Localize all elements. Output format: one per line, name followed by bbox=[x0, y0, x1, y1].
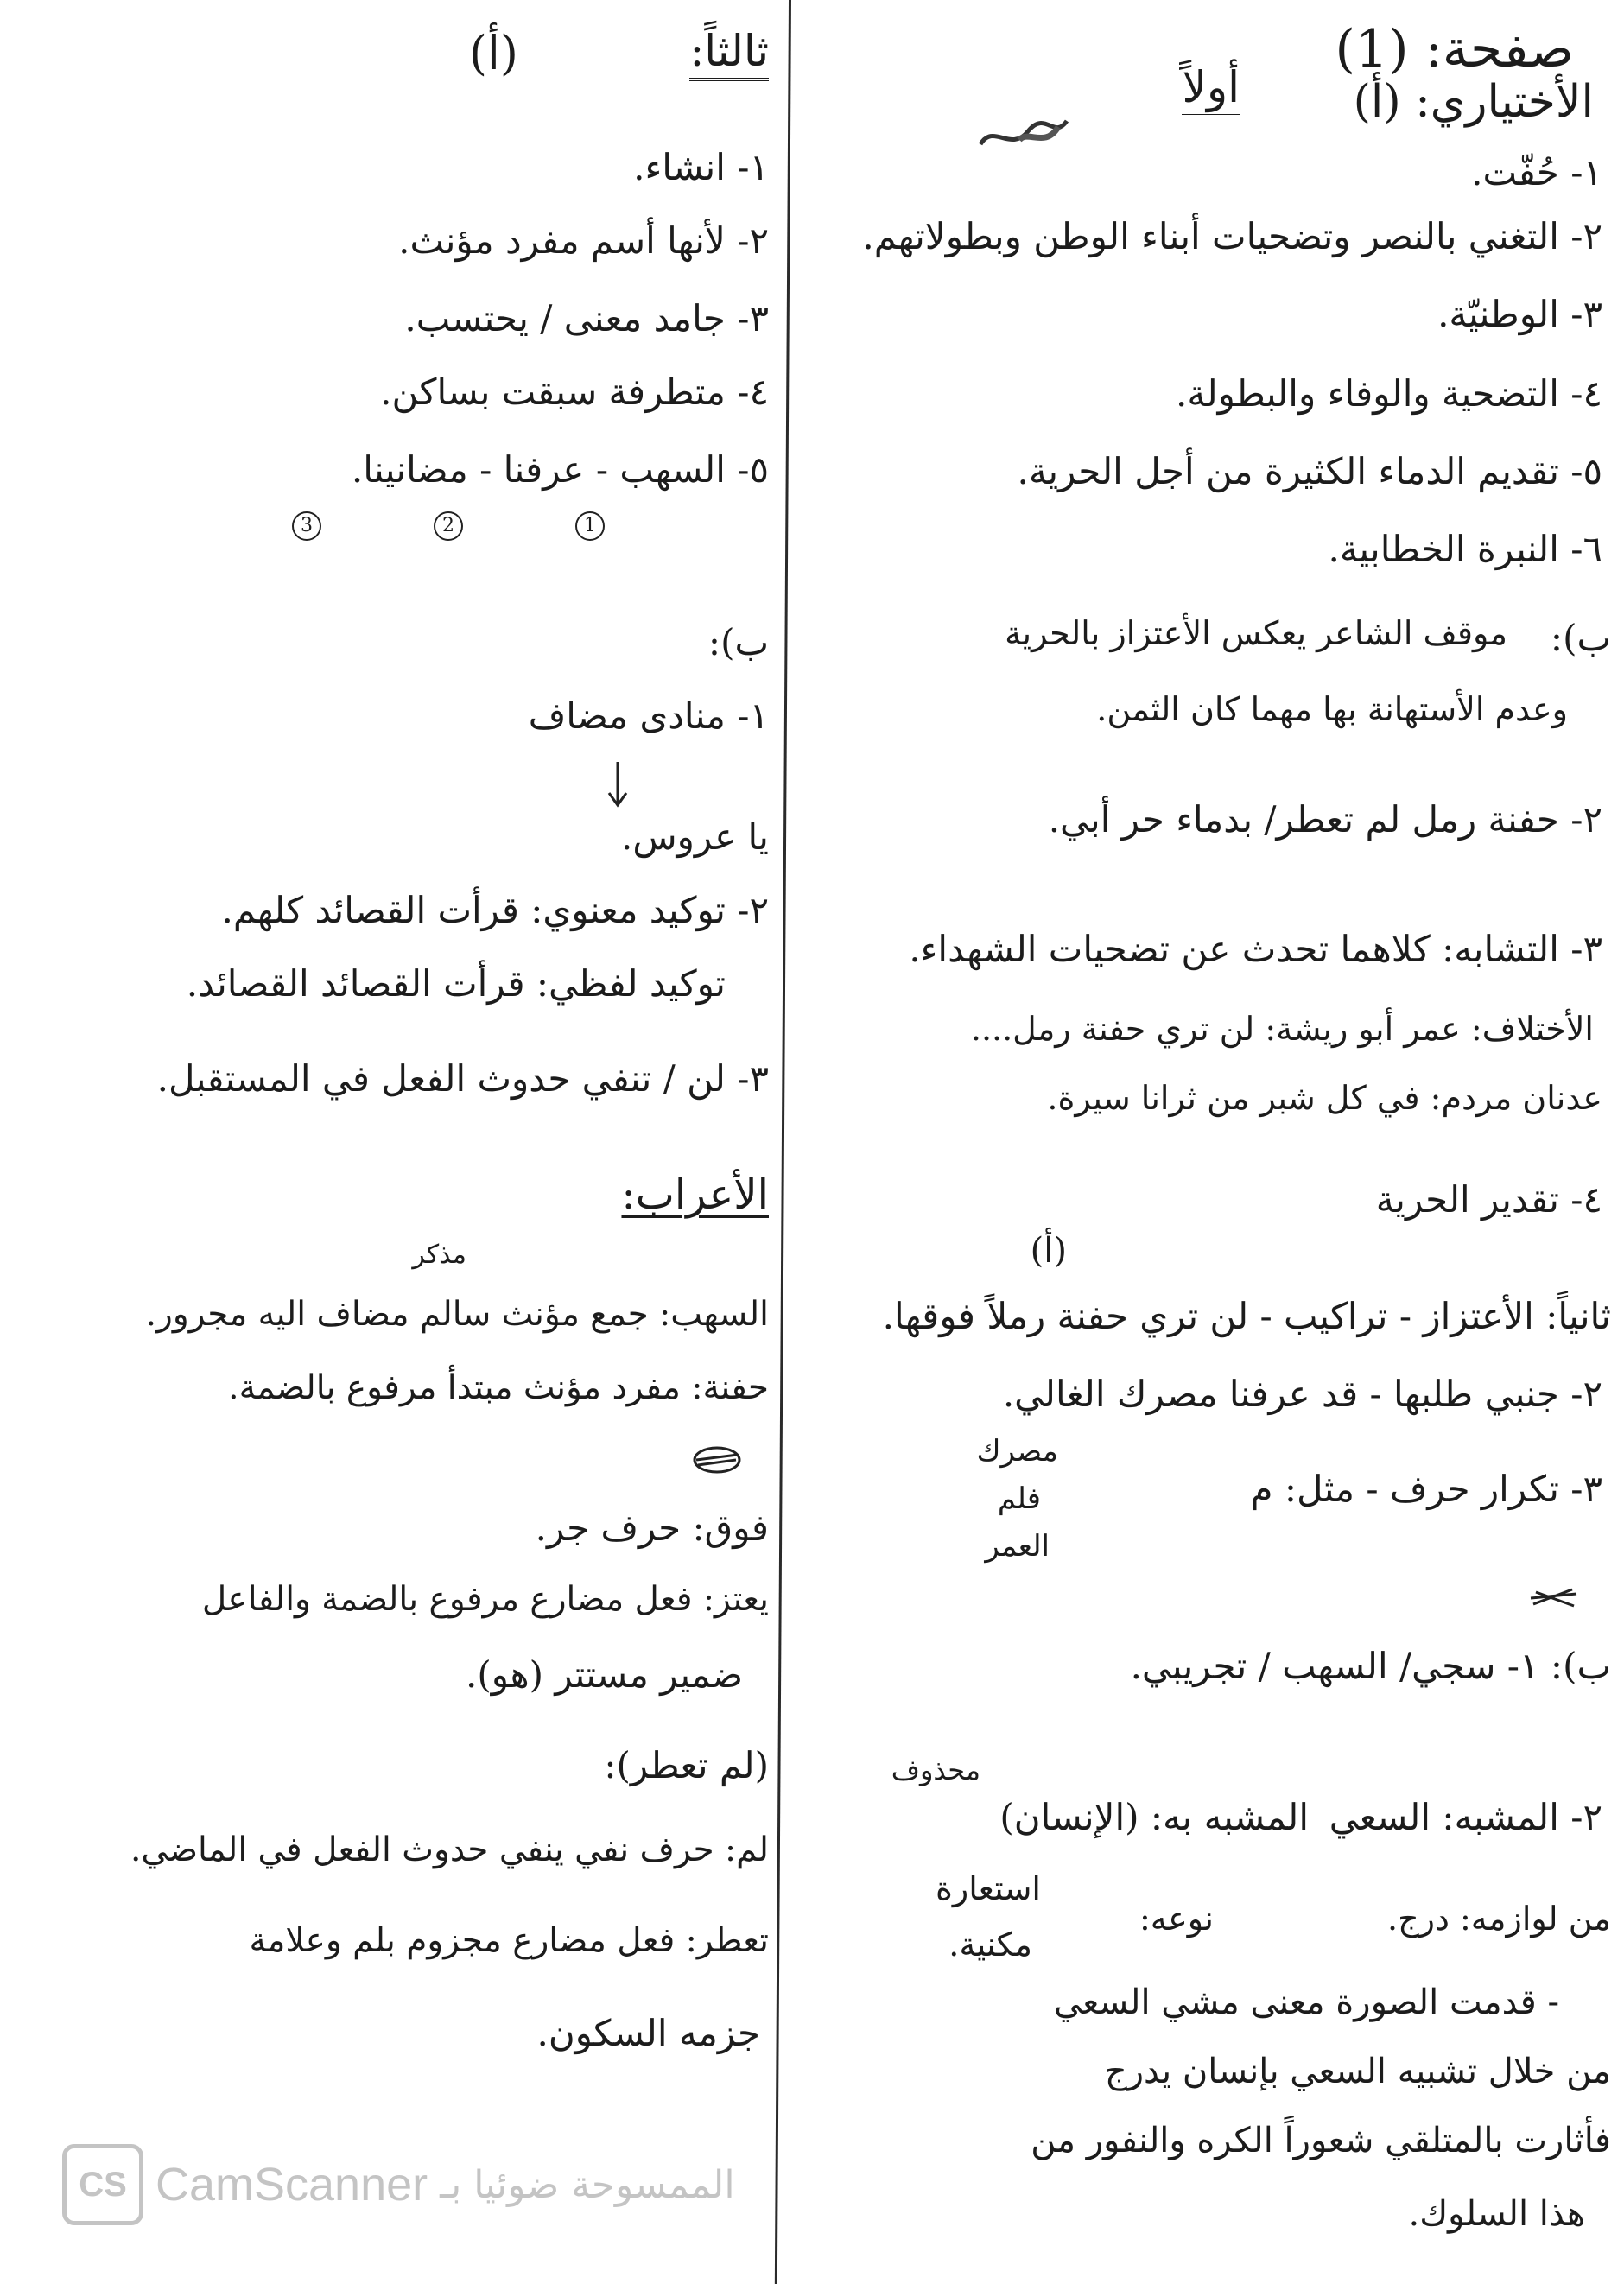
thaniyan-b-item-2-b: المشبه به: (الإنسان) bbox=[999, 1796, 1309, 1838]
thaniyan-b-item-1: ب): ١- سجي/ السهب / تجريبي. bbox=[1130, 1645, 1611, 1687]
irab-item-4: يعتز: فعل مضارع مرفوع بالضمة والفاعل bbox=[201, 1580, 769, 1619]
scribble-mark-2 bbox=[1529, 1585, 1581, 1611]
circled-number-3: 3 bbox=[292, 511, 321, 541]
circled-number-1: 1 bbox=[575, 511, 605, 541]
irab-item-6: (لم تعطر): bbox=[604, 1744, 769, 1786]
section-a-title: أولاً bbox=[1182, 62, 1240, 117]
thaniyan-example-3: العمر bbox=[985, 1529, 1050, 1564]
left-a-item-2: ٢- لأنها أسم مفرد مؤنث. bbox=[398, 219, 769, 262]
scribble-mark bbox=[976, 114, 1071, 157]
column-divider bbox=[775, 0, 791, 2284]
thaniyan-b-item-7: هذا السلوك. bbox=[1408, 2194, 1585, 2234]
down-arrow-icon bbox=[605, 760, 631, 812]
camscanner-arabic: الممسوحة ضوئيا بـ bbox=[440, 2162, 735, 2207]
right-b-item-3-diff: الأختلاف: عمر أبو ريشة: لن تري حفنة رمل.... bbox=[970, 1010, 1594, 1048]
thaniyan-b-item-4: - قدمت الصورة معنى مشي السعي bbox=[1053, 1983, 1559, 2022]
thaniyan-b-item-2: ٢- المشبه: السعي bbox=[1329, 1796, 1602, 1838]
section-a-heading: الأختياري: (أ) bbox=[1353, 76, 1594, 128]
left-b-item-3: ٣- لن / تنفي حدوث الفعل في المستقبل. bbox=[156, 1057, 769, 1100]
right-a-item-1: ١- حُفّت. bbox=[1471, 151, 1602, 194]
camscanner-logo: CS bbox=[62, 2144, 143, 2225]
right-b-item-2: ٢- حفنة رمل لم تعطر/ بدماء حر أبي. bbox=[1048, 798, 1602, 841]
circled-numbers bbox=[292, 511, 605, 541]
irab-heading: الأعراب: bbox=[621, 1171, 769, 1219]
thaniyan-b-type-2: مكنية. bbox=[948, 1926, 1032, 1964]
irab-item-5: ضمير مستتر (هو). bbox=[466, 1653, 743, 1696]
left-a-item-1: ١- انشاء. bbox=[633, 146, 769, 188]
right-b-item-3-diff-b: عدنان مردم: في كل شبر من ثرانا سيرة. bbox=[1047, 1079, 1602, 1117]
left-b-item-1: ١- منادى مضاف bbox=[528, 695, 769, 737]
right-a-item-4: ٤- التضحية والوفاء والبطولة. bbox=[1176, 372, 1602, 415]
irab-item-8: تعطر: فعل مضارع مجزوم بلم وعلامة bbox=[249, 1921, 769, 1960]
right-b-label: ب): bbox=[1550, 617, 1611, 659]
thaniyan-b-type-1: استعارة bbox=[935, 1869, 1041, 1907]
irab-note: مذكر bbox=[412, 1240, 466, 1270]
left-section-heading: ثالثاً: bbox=[689, 26, 769, 81]
right-b-item-4: ٤- تقدير الحرية bbox=[1375, 1178, 1602, 1221]
irab-item-9: جزمه السكون. bbox=[536, 2012, 760, 2054]
irab-item-1: السهب: جمع مؤنث سالم مضاف اليه مجرور. bbox=[145, 1295, 769, 1334]
scribble-mark-3 bbox=[691, 1443, 743, 1477]
camscanner-watermark bbox=[62, 2144, 735, 2225]
right-a-item-2: ٢- التغني بالنصر وتضحيات أبناء الوطن وبطولاتهم. bbox=[862, 215, 1602, 257]
left-b-item-1-b: يا عروس. bbox=[621, 815, 769, 858]
thaniyan-item-1: ثانياً: الأعتزاز - تراكيب - لن تري حفنة رملاً فوقها. bbox=[882, 1295, 1611, 1337]
right-a-item-5: ٥- تقديم الدماء الكثيرة من أجل الحرية. bbox=[1017, 450, 1602, 492]
thaniyan-b-item-3: من لوازمه: درج. bbox=[1387, 1900, 1611, 1938]
right-b-item-1a: موقف الشاعر يعكس الأعتزاز بالحرية bbox=[1005, 614, 1507, 652]
irab-item-2: حفنة: مفرد مؤنث مبتدأ مرفوع بالضمة. bbox=[228, 1368, 769, 1407]
thaniyan-b-type-label: نوعه: bbox=[1139, 1900, 1214, 1938]
left-a-item-4: ٤- متطرفة سبقت بساكن. bbox=[380, 371, 769, 413]
left-a-item-5: ٥- السهب - عرفنا - مضانينا. bbox=[351, 448, 769, 491]
irab-item-3: فوق: حرف جر. bbox=[535, 1507, 769, 1549]
thaniyan-item-2: ٢- جنبي طلبها - قد عرفنا مصرك الغالي. bbox=[1002, 1373, 1602, 1415]
right-b-item-3: ٣- التشابه: كلاهما تحدث عن تضحيات الشهداء. bbox=[909, 928, 1602, 970]
left-b-label: ب): bbox=[707, 621, 769, 663]
thaniyan-example-1: مصرك bbox=[976, 1434, 1058, 1469]
page-label: صفحة: (1) bbox=[1335, 19, 1574, 79]
thaniyan-b-item-6: فأثارت بالمتلقي شعوراً الكره والنفور من bbox=[1031, 2121, 1611, 2160]
thaniyan-marker: (أ) bbox=[1030, 1231, 1067, 1271]
thaniyan-b-note: محذوف bbox=[891, 1754, 980, 1786]
right-a-item-6: ٦- النبرة الخطابية. bbox=[1328, 528, 1602, 570]
left-b-item-2-b: توكيد لفظي: قرأت القصائد القصائد. bbox=[186, 962, 726, 1005]
camscanner-brand: CamScanner bbox=[155, 2159, 428, 2211]
left-b-item-2: ٢- توكيد معنوي: قرأت القصائد كلهم. bbox=[221, 889, 769, 931]
circled-number-2: 2 bbox=[434, 511, 463, 541]
right-b-item-1b: وعدم الأستهانة بها مهما كان الثمن. bbox=[1096, 690, 1568, 728]
left-a-item-3: ٣- جامد معنى / يحتسب. bbox=[404, 297, 769, 339]
right-a-item-3: ٣- الوطنيّة. bbox=[1437, 293, 1602, 335]
left-section-marker: (أ) bbox=[468, 26, 518, 80]
thaniyan-b-item-5: من خلال تشبيه السعي بإنسان يدرج bbox=[1104, 2052, 1611, 2091]
thaniyan-example-2: فلم bbox=[997, 1481, 1041, 1516]
thaniyan-item-3: ٣- تكرار حرف - مثل: م bbox=[1250, 1468, 1602, 1510]
irab-item-7: لم: حرف نفي ينفي حدوث الفعل في الماضي. bbox=[130, 1830, 769, 1869]
